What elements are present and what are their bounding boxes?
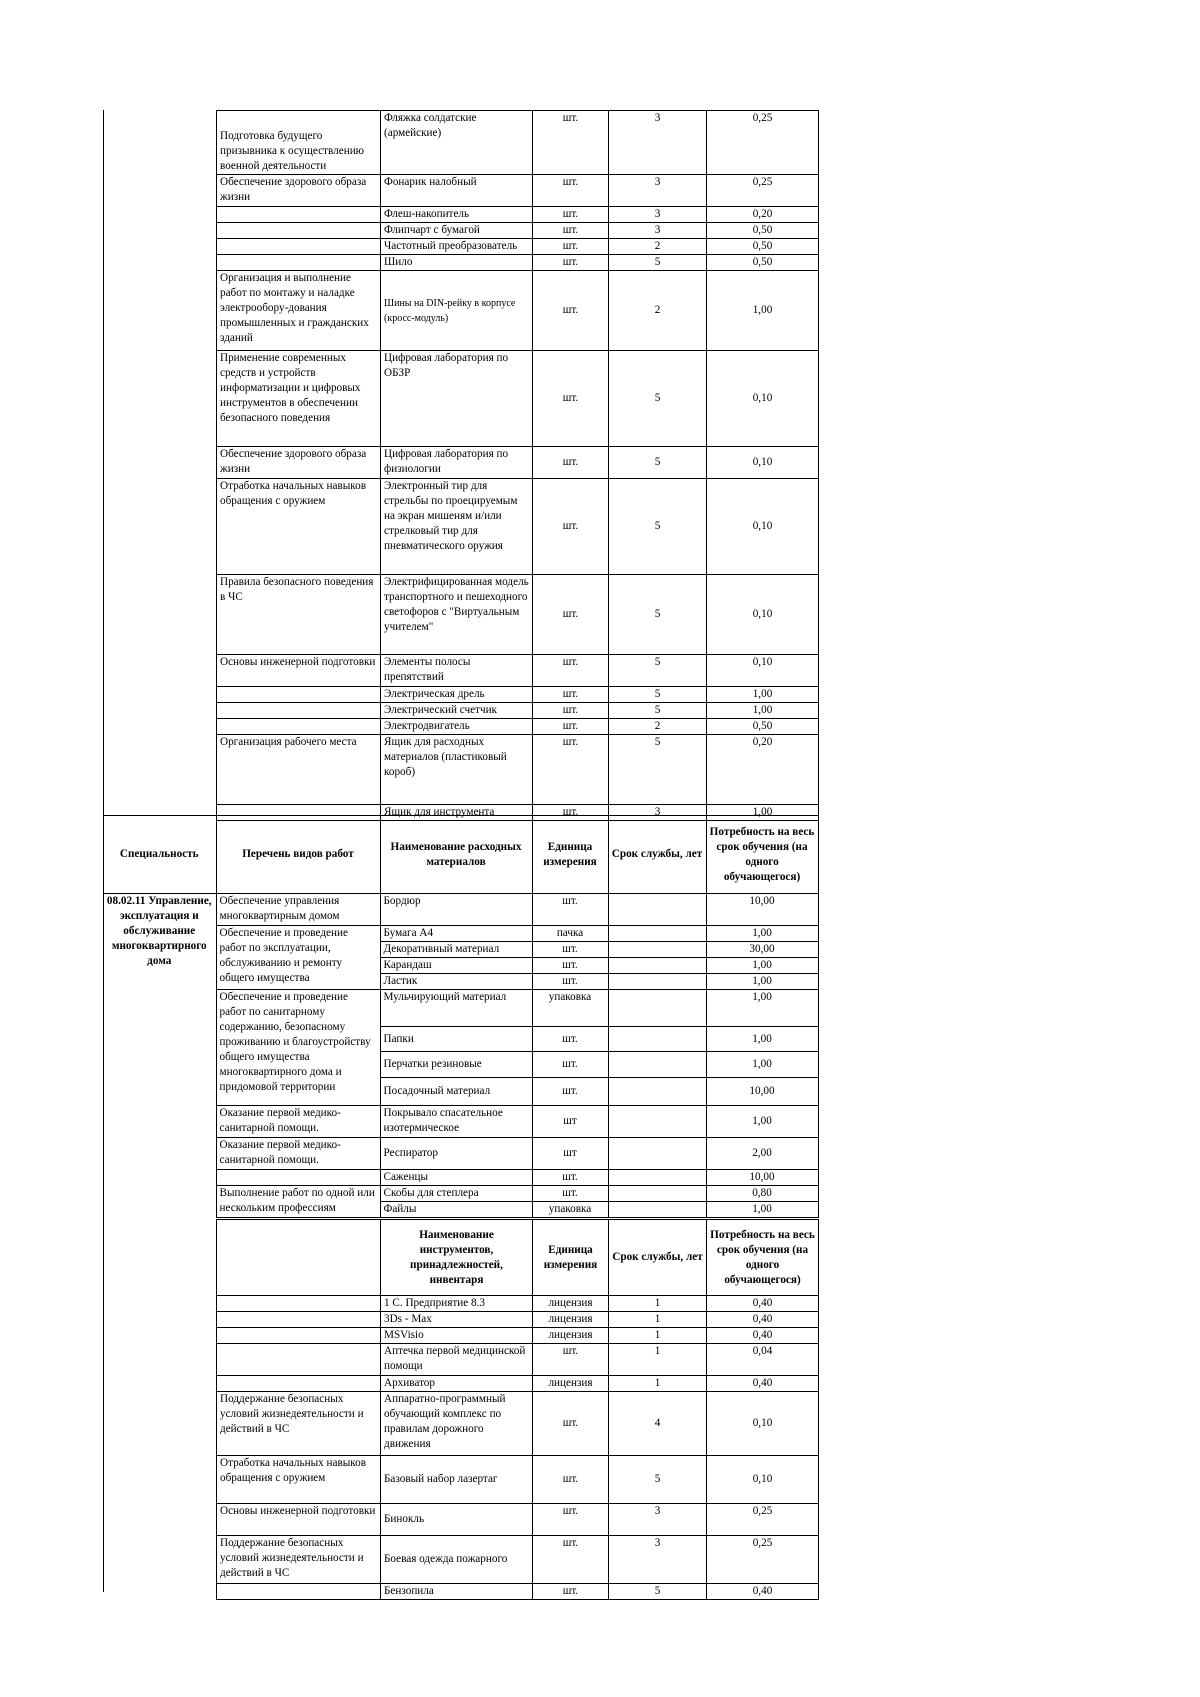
unit-cell: шт	[532, 1138, 608, 1170]
work-cell: Обеспечение управления многоквартирным домом	[216, 894, 380, 926]
need-cell: 0,50	[707, 223, 819, 239]
need-cell: 1,00	[706, 1106, 818, 1138]
need-cell: 0,10	[707, 655, 819, 687]
item-cell: Ластик	[380, 974, 532, 990]
unit-cell: лицензия	[533, 1376, 609, 1392]
table-row	[217, 1392, 819, 1456]
work-cell: Выполнение работ по одной или нескольким профессиям	[216, 1186, 380, 1218]
need-cell: 0,40	[707, 1312, 819, 1328]
need-cell: 10,00	[706, 1078, 818, 1106]
life-cell: 5	[609, 687, 707, 703]
work-cell	[217, 1296, 381, 1312]
table-row	[217, 447, 819, 479]
table-row	[217, 1344, 819, 1376]
item-cell: Электродвигатель	[381, 719, 533, 735]
unit-cell: шт.	[533, 207, 609, 223]
life-cell: 5	[609, 447, 707, 479]
table-row	[217, 351, 819, 447]
life-cell: 1	[609, 1344, 707, 1376]
life-cell: 3	[609, 1504, 707, 1536]
table-row	[217, 1328, 819, 1344]
life-cell	[608, 942, 706, 958]
life-cell: 3	[609, 805, 707, 821]
need-cell: 2,00	[706, 1138, 818, 1170]
table-row	[217, 1584, 819, 1600]
life-cell	[608, 990, 706, 1027]
work-cell	[217, 687, 381, 703]
header-unit: Единица измерения	[532, 816, 608, 894]
unit-cell: шт.	[533, 111, 609, 175]
work-cell: Оказание первой медико-санитарной помощи.	[216, 1138, 380, 1170]
life-cell: 1	[609, 1376, 707, 1392]
need-cell: 1,00	[706, 1052, 818, 1078]
need-cell: 0,50	[707, 255, 819, 271]
table-row	[217, 703, 819, 719]
life-cell: 1	[609, 1328, 707, 1344]
table-row	[217, 1456, 819, 1504]
unit-cell: шт.	[533, 1536, 609, 1584]
header-specialty: Специальность	[103, 816, 216, 894]
life-cell: 1	[609, 1312, 707, 1328]
need-cell: 0,40	[707, 1584, 819, 1600]
materials-table	[103, 815, 819, 1218]
item-cell: Посадочный материал	[380, 1078, 532, 1106]
unit-cell: шт.	[533, 255, 609, 271]
need-cell: 1,00	[707, 805, 819, 821]
life-cell	[608, 1078, 706, 1106]
tools-table-continued	[216, 110, 819, 821]
life-cell: 5	[609, 479, 707, 575]
table-row	[217, 207, 819, 223]
life-cell: 5	[609, 1584, 707, 1600]
table-row	[103, 894, 818, 926]
item-cell: Фонарик налобный	[381, 175, 533, 207]
work-cell	[217, 223, 381, 239]
work-cell	[217, 239, 381, 255]
life-cell	[608, 1138, 706, 1170]
life-cell: 4	[609, 1392, 707, 1456]
need-cell: 1,00	[706, 990, 818, 1027]
need-cell: 0,10	[707, 1392, 819, 1456]
unit-cell: шт.	[533, 1456, 609, 1504]
work-cell	[217, 207, 381, 223]
need-cell: 0,20	[707, 735, 819, 805]
item-cell: Бензопила	[381, 1584, 533, 1600]
item-cell: Файлы	[380, 1202, 532, 1218]
unit-cell: шт.	[533, 719, 609, 735]
work-cell: Обеспечение здорового образа жизни	[217, 447, 381, 479]
item-cell: Скобы для степлера	[380, 1186, 532, 1202]
header-tools: Наименование инструментов, принадлежностей, инвентаря	[381, 1220, 533, 1296]
work-cell: Организация и выполнение работ по монтажу и наладке электрообору-дования промышленных и гражданских зданий	[217, 271, 381, 351]
need-cell: 0,10	[707, 575, 819, 655]
item-cell: Электрическая дрель	[381, 687, 533, 703]
item-cell: MSVisio	[381, 1328, 533, 1344]
item-cell: Мульчирующий материал	[380, 990, 532, 1027]
need-cell: 0,40	[707, 1296, 819, 1312]
unit-cell: шт.	[533, 805, 609, 821]
unit-cell: шт.	[533, 351, 609, 447]
table-row	[217, 1376, 819, 1392]
need-cell: 1,00	[706, 958, 818, 974]
life-cell	[608, 958, 706, 974]
need-cell: 1,00	[707, 687, 819, 703]
table-row	[217, 1312, 819, 1328]
need-cell: 0,10	[707, 1456, 819, 1504]
header-life: Срок службы, лет	[608, 816, 706, 894]
work-cell	[217, 1584, 381, 1600]
table-row	[217, 575, 819, 655]
unit-cell: пачка	[532, 926, 608, 942]
work-cell: Подготовка будущего призывника к осуществлению военной деятельности	[217, 111, 381, 175]
life-cell: 3	[609, 223, 707, 239]
item-cell: Архиватор	[381, 1376, 533, 1392]
header-life: Срок службы, лет	[609, 1220, 707, 1296]
header-need: Потребность на весь срок обучения (на одного обучающегося)	[706, 816, 818, 894]
unit-cell: упаковка	[532, 990, 608, 1027]
work-cell: Оказание первой медико-санитарной помощи.	[216, 1106, 380, 1138]
need-cell: 30,00	[706, 942, 818, 958]
life-cell: 5	[609, 735, 707, 805]
work-cell: Обеспечение здорового образа жизни	[217, 175, 381, 207]
need-cell: 1,00	[706, 1027, 818, 1052]
item-cell: Электронный тир для стрельбы по проецируемым на экран мишеням и/или стрелковый тир для пневматического оружия	[381, 479, 533, 575]
unit-cell: лицензия	[533, 1296, 609, 1312]
need-cell: 0,04	[707, 1344, 819, 1376]
life-cell: 5	[609, 351, 707, 447]
life-cell	[608, 1052, 706, 1078]
unit-cell: шт.	[533, 239, 609, 255]
table-row	[217, 479, 819, 575]
need-cell: 0,10	[707, 447, 819, 479]
unit-cell: шт.	[533, 1504, 609, 1536]
unit-cell: упаковка	[532, 1202, 608, 1218]
unit-cell: шт.	[532, 1186, 608, 1202]
item-cell: Электрифицированная модель транспортного и пешеходного светофоров с "Виртуальным учителем"	[381, 575, 533, 655]
item-cell: Бордюр	[380, 894, 532, 926]
work-cell	[217, 1312, 381, 1328]
header-works-empty	[217, 1220, 381, 1296]
life-cell	[608, 894, 706, 926]
unit-cell: шт.	[532, 942, 608, 958]
need-cell: 0,80	[706, 1186, 818, 1202]
life-cell: 5	[609, 703, 707, 719]
table-row	[217, 719, 819, 735]
unit-cell: шт.	[533, 271, 609, 351]
unit-cell: шт.	[533, 479, 609, 575]
item-cell: Цифровая лаборатория по физиологии	[381, 447, 533, 479]
need-cell: 0,50	[707, 719, 819, 735]
table-row	[217, 687, 819, 703]
header-materials: Наименование расходных материалов	[380, 816, 532, 894]
life-cell: 5	[609, 1456, 707, 1504]
need-cell: 10,00	[706, 1170, 818, 1186]
life-cell	[608, 974, 706, 990]
unit-cell: шт.	[532, 1027, 608, 1052]
item-cell: Покрывало спасательное изотермическое	[380, 1106, 532, 1138]
header-need: Потребность на весь срок обучения (на одного обучающегося)	[707, 1220, 819, 1296]
need-cell: 0,25	[707, 1504, 819, 1536]
unit-cell: шт.	[533, 447, 609, 479]
item-cell: Саженцы	[380, 1170, 532, 1186]
work-cell: Основы инженерной подготовки	[217, 1504, 381, 1536]
life-cell: 3	[609, 207, 707, 223]
item-cell: Карандаш	[380, 958, 532, 974]
item-cell: Ящик для расходных материалов (пластиковый короб)	[381, 735, 533, 805]
header-unit: Единица измерения	[533, 1220, 609, 1296]
need-cell: 1,00	[707, 703, 819, 719]
need-cell: 10,00	[706, 894, 818, 926]
need-cell: 0,10	[707, 351, 819, 447]
need-cell: 0,40	[707, 1328, 819, 1344]
unit-cell: шт.	[533, 655, 609, 687]
work-cell: Обеспечение и проведение работ по эксплуатации, обслуживанию и ремонту общего имущества	[216, 926, 380, 990]
life-cell	[608, 926, 706, 942]
unit-cell: шт.	[532, 1170, 608, 1186]
work-cell	[217, 1376, 381, 1392]
need-cell: 1,00	[707, 271, 819, 351]
work-cell	[217, 1328, 381, 1344]
item-cell: Ящик для инструмента	[381, 805, 533, 821]
item-cell: Флипчарт с бумагой	[381, 223, 533, 239]
life-cell: 5	[609, 575, 707, 655]
table-row	[217, 111, 819, 175]
need-cell: 0,40	[707, 1376, 819, 1392]
work-cell: Организация рабочего места	[217, 735, 381, 805]
table-row	[217, 1296, 819, 1312]
table-row	[217, 175, 819, 207]
need-cell: 0,25	[707, 111, 819, 175]
life-cell: 3	[609, 111, 707, 175]
need-cell: 0,20	[707, 207, 819, 223]
need-cell: 0,25	[707, 175, 819, 207]
table-row	[217, 735, 819, 805]
unit-cell: шт.	[532, 1078, 608, 1106]
need-cell: 1,00	[706, 974, 818, 990]
item-cell: Боевая одежда пожарного	[381, 1536, 533, 1584]
life-cell: 3	[609, 1536, 707, 1584]
life-cell: 2	[609, 239, 707, 255]
work-cell: Отработка начальных навыков обращения с оружием	[217, 1456, 381, 1504]
work-cell	[216, 1170, 380, 1186]
item-cell: Аппаратно-программный обучающий комплекс по правилам дорожного движения	[381, 1392, 533, 1456]
work-cell: Поддержание безопасных условий жизнедеятельности и действий в ЧС	[217, 1392, 381, 1456]
unit-cell: шт.	[532, 974, 608, 990]
work-cell	[217, 719, 381, 735]
life-cell: 2	[609, 719, 707, 735]
unit-cell: лицензия	[533, 1328, 609, 1344]
work-cell: Поддержание безопасных условий жизнедеятельности и действий в ЧС	[217, 1536, 381, 1584]
item-cell: Перчатки резиновые	[380, 1052, 532, 1078]
item-cell: Аптечка первой медицинской помощи	[381, 1344, 533, 1376]
table-row	[217, 239, 819, 255]
life-cell: 3	[609, 175, 707, 207]
unit-cell: шт.	[533, 175, 609, 207]
work-cell: Правила безопасного поведения в ЧС	[217, 575, 381, 655]
table-row	[217, 255, 819, 271]
item-cell: Бинокль	[381, 1504, 533, 1536]
life-cell: 2	[609, 271, 707, 351]
work-cell	[217, 703, 381, 719]
item-cell: Электрический счетчик	[381, 703, 533, 719]
need-cell: 0,50	[707, 239, 819, 255]
need-cell: 1,00	[706, 926, 818, 942]
work-cell: Обеспечение и проведение работ по санитарному содержанию, безопасному проживанию и благоустройству общего имущества многоквартирного дома и придомовой территории	[216, 990, 380, 1106]
item-cell: Цифровая лаборатория по ОБЗР	[381, 351, 533, 447]
unit-cell: шт.	[533, 575, 609, 655]
life-cell	[608, 1106, 706, 1138]
item-cell: Фляжка солдатские (армейские)	[381, 111, 533, 175]
item-cell: Флеш-накопитель	[381, 207, 533, 223]
need-cell: 0,25	[707, 1536, 819, 1584]
table-row	[217, 1504, 819, 1536]
life-cell: 5	[609, 255, 707, 271]
work-cell	[217, 255, 381, 271]
specialty-cell: 08.02.11 Управление, эксплуатация и обслуживание многоквартирного дома	[103, 894, 216, 1218]
life-cell	[608, 1202, 706, 1218]
unit-cell: шт.	[533, 687, 609, 703]
item-cell: Декоративный материал	[380, 942, 532, 958]
unit-cell: шт.	[532, 958, 608, 974]
header-works: Перечень видов работ	[216, 816, 380, 894]
work-cell: Применение современных средств и устройств информатизации и цифровых инструментов в обеспечении безопасного поведения	[217, 351, 381, 447]
life-cell: 5	[609, 655, 707, 687]
item-cell: Бумага А4	[380, 926, 532, 942]
life-cell: 1	[609, 1296, 707, 1312]
table-header-row	[217, 1220, 819, 1296]
table-row	[217, 655, 819, 687]
item-cell: 3Ds - Max	[381, 1312, 533, 1328]
tools-table	[216, 1219, 819, 1600]
unit-cell: лицензия	[533, 1312, 609, 1328]
unit-cell: шт.	[533, 703, 609, 719]
item-cell: Базовый набор лазертаг	[381, 1456, 533, 1504]
unit-cell: шт	[532, 1106, 608, 1138]
unit-cell: шт.	[532, 1052, 608, 1078]
item-cell: Папки	[380, 1027, 532, 1052]
unit-cell: шт.	[533, 1344, 609, 1376]
need-cell: 0,10	[707, 479, 819, 575]
unit-cell: шт.	[533, 1584, 609, 1600]
item-cell: Респиратор	[380, 1138, 532, 1170]
life-cell	[608, 1186, 706, 1202]
item-cell: Шило	[381, 255, 533, 271]
table-row	[217, 223, 819, 239]
life-cell	[608, 1027, 706, 1052]
unit-cell: шт.	[533, 1392, 609, 1456]
table-header-row	[103, 816, 818, 894]
item-cell: Шины на DIN-рейку в корпусе (кросс-модуль)	[381, 271, 533, 351]
work-cell: Основы инженерной подготовки	[217, 655, 381, 687]
need-cell: 1,00	[706, 1202, 818, 1218]
unit-cell: шт.	[533, 223, 609, 239]
unit-cell: шт.	[532, 894, 608, 926]
life-cell	[608, 1170, 706, 1186]
item-cell: 1 С. Предприятие 8.3	[381, 1296, 533, 1312]
item-cell: Частотный преобразователь	[381, 239, 533, 255]
work-cell: Отработка начальных навыков обращения с оружием	[217, 479, 381, 575]
unit-cell: шт.	[533, 735, 609, 805]
item-cell: Элементы полосы препятствий	[381, 655, 533, 687]
table-row	[217, 1536, 819, 1584]
table-row	[217, 271, 819, 351]
work-cell	[217, 1344, 381, 1376]
